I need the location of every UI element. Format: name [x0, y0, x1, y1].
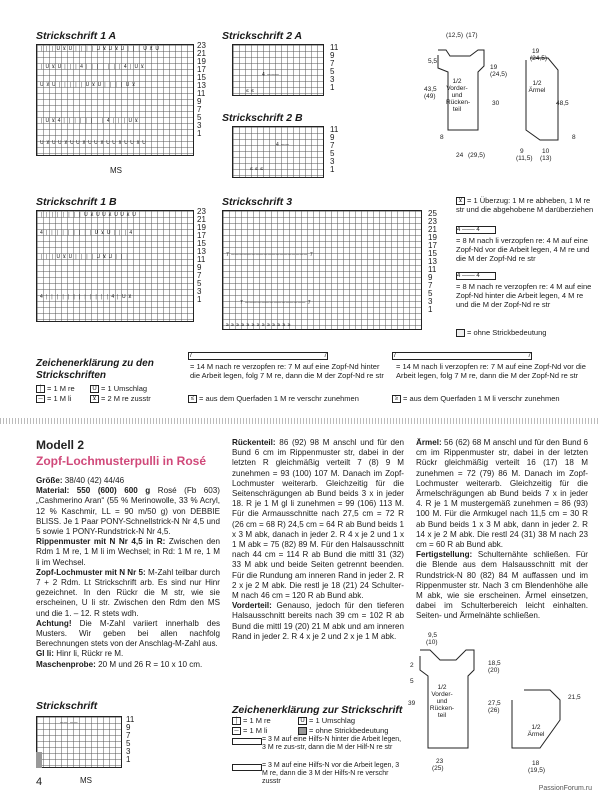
empty-cell-icon — [298, 727, 307, 735]
measure: 21,5 — [568, 694, 581, 701]
measure: 9 — [520, 148, 524, 155]
diagram-label: 1/2 Ärmel — [527, 724, 545, 738]
symbol-row: │ │ │ U ⊻ U │ │ │ │ U ⊻ U ⊻ U │ │ │ U ⊻ U — [40, 46, 160, 52]
symbol-row: 4 ── — [276, 142, 290, 148]
legend-item: = 14 M nach li verzopfen re: 7 M auf eine Zopf-Nd vor die Arbeit legen, folg 7 M re, dann die M der Zopf-Nd re str — [396, 362, 586, 380]
legend-item: U = 1 Umschlag — [90, 384, 147, 393]
legend-title: Zeichenerklärung zur Strickschrift — [232, 704, 403, 716]
legend-item: ≥ = aus dem Querfaden 1 M li verschr zunehmen — [392, 394, 592, 403]
row-numbers: 11 9 7 5 3 1 — [126, 715, 135, 764]
increase-purl-icon: ≥ — [392, 395, 401, 403]
measure: 30 — [492, 100, 500, 107]
legend-item: = 8 M nach li verzopfen re: 4 M auf eine Zopf-Nd vor die Arbeit legen, 4 M re und die M der Zopf-Nd re str — [456, 236, 590, 263]
measure: 5,5 — [428, 58, 438, 65]
measure: (17) — [466, 32, 478, 39]
ms-label: MS — [80, 776, 92, 785]
legend-item: = ohne Strickbedeutung — [298, 726, 388, 735]
measure: 8 — [440, 134, 444, 141]
ms-label: MS — [110, 166, 122, 175]
symbol-row: U ⊻ U │ │ │ │ │ U ⊻ U │ │ │ │ U ⊻ — [40, 82, 136, 88]
symbol-row: 4 ─── — [262, 72, 280, 78]
symbol-row: │ U ⊻ 4 │ │ │ │ │ │ │ │ 4 │ │ │ U ⊻ — [40, 118, 139, 124]
chart-title: Strickschrift 1 B — [36, 196, 117, 208]
measure: 18,5 — [488, 660, 501, 667]
measure: 48,5 — [556, 100, 569, 107]
measure: 8 — [572, 134, 576, 141]
measure: 18 — [532, 760, 540, 767]
legend-item: = 14 M nach re verzopfen re: 7 M auf eine Zopf-Nd hinter die Arbeit legen, folg 7 M re, dann die M der Zopf-Nd re str — [190, 362, 384, 380]
legend-item: │ = 1 M re — [36, 384, 75, 393]
measure: 19 — [532, 48, 540, 55]
legend-item: U = 1 Umschlag — [298, 716, 355, 725]
measure: (25) — [432, 765, 444, 772]
symbol-row: ≤ ≤ — [246, 88, 255, 94]
measure: (13) — [540, 155, 552, 162]
row-numbers: 23 21 19 17 15 13 11 9 7 5 3 1 — [197, 41, 206, 138]
cable-14-left-icon: 7 7 — [393, 353, 531, 359]
measure: (24,5) — [490, 71, 507, 78]
yarn-over-icon: U — [90, 385, 99, 393]
cable-3-right-icon — [232, 738, 262, 745]
k2tog-icon: ⊻ — [90, 395, 99, 403]
row-numbers: 11 9 7 5 3 1 — [330, 43, 339, 92]
row-numbers: 25 23 21 19 17 15 13 11 9 7 5 3 1 — [428, 209, 437, 314]
knitting-grid — [36, 210, 194, 322]
measure: 9,5 — [428, 632, 438, 639]
symbol-row: │ U ⊻ U │ │ │ 4 │ │ │ │ │ │ │ 4 │ U ⊻ — [40, 64, 145, 70]
yarn-over-icon: U — [298, 717, 307, 725]
legend-item: ─ = 1 M li — [232, 726, 267, 735]
measure: 24 — [456, 152, 464, 159]
measure: 2 — [410, 662, 414, 669]
chart-title: Strickschrift 1 A — [36, 30, 117, 42]
symbol-row: ── ── — [60, 720, 79, 726]
measure: 27,5 — [488, 700, 501, 707]
model-title: Modell 2 — [36, 438, 85, 452]
symbol-row: 7 ─────────────────── 7 — [226, 252, 314, 258]
symbol-row: U ⊻ U U ⊻ U U ⊻ U U ⊻ U U ⊻ U U ⊻ U — [40, 140, 147, 146]
article-col-3: Ärmel: 56 (62) 68 M anschl und für den Bund 6 cm im Rippenmuster str, dabei in der letzten Rückr gleichmäßig verteilt 16 (17) 18 M zunehmen = 72 (79) 86 M. Danach im Zopf-Lochmuster weiterarb. Gleichzeitig für die Ärmelschrägungen ab Bund beids 7 x in jeder 4. R je 1 M mustergemäß zunehmen = 86 (93) 100 M. Für die Armkugel nach 11,5 cm = 30 R ab Bund beids 1 x 3 M abk, dann in jeder 2. R 14 x je 2 M abk. Die restl 24 (31) 38 M nach 23 cm = 60 R ab Bund abk. Fertigstellung: Schulternähte schließen. Für die Blende aus dem Halsausschnitt mit der Rundstrick-N 80 (82) 84 M auffassen und im Rippenmuster str. Nach 3 cm Blendenhöhe alle M abk, wie sie erscheinen. Ärmel einsetzen, dabei im Schulterbereich leicht einhalten. Seiten- und Ärmelnähte schließen. — [416, 438, 588, 621]
symbol-row: 4 │ │ │ │ │ │ │ │ │ U ⊻ U │ │ │ 4 — [40, 230, 133, 236]
row-numbers: 23 21 19 17 15 13 11 9 7 5 3 1 — [197, 207, 206, 304]
measure: (19,5) — [528, 767, 545, 774]
measure: 5 — [410, 678, 414, 685]
model-subtitle: Zopf-Lochmusterpulli in Rosé — [36, 454, 206, 468]
cable-14-right-icon: 7 7 — [189, 353, 327, 359]
measure: 23 — [436, 758, 444, 765]
watermark: PassionForum.ru — [538, 785, 592, 792]
knitting-grid — [222, 210, 422, 330]
section-divider — [0, 418, 600, 424]
legend-item: │ = 1 M re — [232, 716, 271, 725]
measure: 43,5 — [424, 86, 437, 93]
measure: (12,5) — [446, 32, 463, 39]
page-number: 4 — [36, 776, 43, 788]
measure: (29,5) — [468, 152, 485, 159]
symbol-row: 7 ─────────────── 7 — [240, 300, 311, 306]
chart-title: Strickschrift 2 B — [222, 112, 303, 124]
purl-icon: ─ — [36, 395, 45, 403]
empty-cell-icon — [456, 329, 465, 337]
measure: 39 — [408, 700, 416, 707]
diagram-label: 1/2 Vorder- und Rücken- teil — [446, 78, 471, 113]
measure: (10) — [426, 639, 438, 646]
symbol-row: ≤ ≤ ≤ — [250, 166, 264, 172]
measure: 10 — [542, 148, 550, 155]
cable-right-icon: 4 ─── 4 — [456, 272, 496, 280]
knit-icon: │ — [36, 385, 45, 393]
measure: (20) — [488, 667, 500, 674]
measure: (49) — [424, 93, 436, 100]
chart-title: Strickschrift 2 A — [222, 30, 303, 42]
symbol-row: │ │ │ U ⊻ U │ │ │ │ U ⊻ U │ │ │ — [40, 254, 130, 260]
symbol-row: │ │ │ │ │ │ │ │ U ⊻ U U ⊻ U U ⊻ U — [40, 212, 137, 218]
article-col-1: Größe: 38/40 (42) 44/46 Material: 550 (600) 600 g Rosé (Fb 603) „Cashmerino Aran“ (55 % Merinowolle, 33 % Acryl, 12 % Kaschmir, LL = 90 m/50 g) von DEBBIE BLISS. Je 1 Paar PONY-Schnellstrick-N Nr 4,5 und 5 sowie 1 PONY-Rundstrick-N Nr 4,5. Rippenmuster mit N Nr 4,5 in R: Zwischen den Rdm 1 M re, 1 M li im Wechsel; in Rd: 1 M re, 1 M li im Wechsel. Zopf-Lochmuster mit N Nr 5: M-Zahl teilbar durch 7 + 2 Rdm. Lt Strickschrift arb. Es sind nur Hinr gezeichnet. In den Rückr die M str, wie sie erscheinen, U li str. Zwischen den Rdm den MS und die 1. – 12. R stets wdh. Achtung! Die M-Zahl variiert innerhalb des Musters. Wir geben bei allen nachfolg Berechnungen stets von der Anschlag-M-Zahl aus. Gl li: Hinr li, Rückr re M. Maschenprobe: 20 M und 26 R = 10 x 10 cm. — [36, 476, 220, 669]
diagram-label: 1/2 Ärmel — [528, 80, 546, 94]
legend-item: = ohne Strickbedeutung — [456, 328, 596, 337]
row-numbers: 11 9 7 5 3 1 — [330, 125, 339, 174]
legend-item: ⊻ = 1 Überzug: 1 M re abheben, 1 M re str und die abgehobene M darüberziehen — [456, 196, 594, 215]
diagram-label: 1/2 Vorder- und Rücken- teil — [429, 684, 455, 719]
edge-cells — [36, 752, 42, 768]
decrease-icon: ⊻ — [456, 197, 465, 205]
legend-item: ≤ = aus dem Querfaden 1 M re verschr zunehmen — [188, 394, 388, 403]
chart-title: Strickschrift 3 — [222, 196, 293, 208]
cable-3-left-icon — [232, 764, 262, 771]
measure: 19 — [490, 64, 498, 71]
legend-item: = 8 M nach re verzopfen re: 4 M auf eine Zopf-Nd hinter die Arbeit legen, 4 M re und die M der Zopf-Nd re str — [456, 282, 592, 309]
legend-title: Zeichenerklärung zu den Strickschriften — [36, 358, 154, 381]
symbol-row: ≥ ≥ ≥ ≥ ≥ ≥ ≥ ≥ ≥ ≥ ≥ ≥ ≥ — [226, 322, 291, 328]
knit-icon: │ — [232, 717, 241, 725]
increase-knit-icon: ≤ — [188, 395, 197, 403]
measure: (11,5) — [516, 155, 533, 162]
purl-icon: ─ — [232, 727, 241, 735]
chart-title: Strickschrift — [36, 700, 98, 712]
legend-item: ⊻ = 2 M re zusstr — [90, 394, 151, 403]
measure: (26) — [488, 707, 500, 714]
legend-item: ─ = 1 M li — [36, 394, 71, 403]
measure: (24,5) — [530, 55, 547, 62]
legend-item: = 3 M auf eine Hilfs-N hinter die Arbeit legen, 3 M re zus-str, dann die M der Hilf-N re str — [262, 736, 402, 751]
article-col-2: Rückenteil: 86 (92) 98 M anschl und für den Bund 6 cm im Rippenmuster str, dabei in der letzten R gleichmäßig verteilt 7 (8) 9 M zunehmen = 93 (100) 107 M. Danach im Zopf-Lochmuster weiterarb. Gleichzeitig für die Seitenschrägungen ab Bund beids 3 x in jeder 18. R je 1 M gl li zunehmen = 99 (106) 113 M. Für die Armausschnitte nach 27,5 cm = 72 R (26 cm = 68 R) 24,5 cm = 64 R ab Bund beids 1 x 3 M abk, danach in jeder 2. R 4 x je 2 und 1 x 1 M abk = 75 (82) 89 M. Für den Halsausschnitt nach 44 cm = 114 R ab Bund die mittl 31 (32) 33 M abk und beide Seiten getrennt beenden. Für die Rundung am inneren Rand in jeder 2. R 2 x je 2 M abk. Die restl je 18 (21) 24 Schulter-M nach 46 cm = 120 R ab Bund abk. Vorderteil: Genauso, jedoch für den tieferen Halsausschnitt bereits nach 39 cm = 102 R ab Bund die mittl 19 (20) 21 M abk und am inneren Rand in jeder 2. R 4 x je 2 und 2 x je 1 M abk. — [232, 438, 404, 641]
cable-left-icon: 4 ─── 4 — [456, 226, 496, 234]
symbol-row: 4 │ │ │ │ │ │ │ │ │ │ │ │ 4 │ U ⊻ — [40, 294, 133, 300]
legend-item: = 3 M auf eine Hilfs-N vor die Arbeit legen, 3 M re, dann die 3 M der Hilfs-N re verschr zusstr — [262, 762, 400, 785]
